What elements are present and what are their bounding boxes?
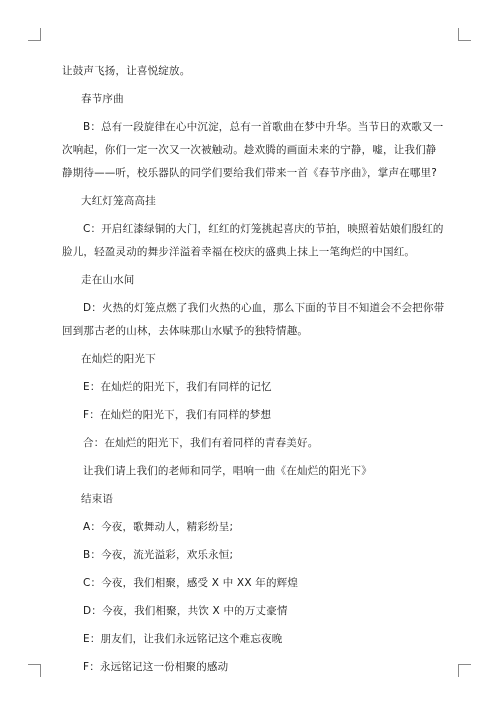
host-line-b-intro: B：总有一段旋律在心中沉淀，总有一首歌曲在梦中升华。当节日的欢歌又一次响起，你们一定一次又一次被触动。趁欢腾的画面未来的宁静，嘘，让我们静静期待——听，校乐器队的同学们要给我们带来一首《春节序曲》，掌声在哪里? [62, 121, 444, 179]
document-page [62, 60, 446, 684]
section-heading-spring-overture: 春节序曲 [81, 93, 124, 105]
host-line-together-sunshine: 合：在灿烂的阳光下，我们有着同样的青春美好。 [83, 437, 319, 449]
paragraph-opening-line: 让鼓声飞扬，让喜悦绽放。 [62, 65, 191, 77]
closing-line-f: F：永远铭记这一份相聚的感动 [83, 661, 229, 673]
section-heading-bright-sunshine: 在灿烂的阳光下 [81, 353, 156, 365]
section-heading-mountains-waters: 走在山水间 [81, 274, 135, 286]
closing-line-c: C：今夜，我们相聚，感受 X 中 XX 年的辉煌 [83, 577, 299, 589]
host-line-d-intro: D：火热的灯笼点燃了我们火热的心血，那么下面的节目不知道会不会把你带回到那古老的山林，去体味那山水赋予的独特情趣。 [62, 302, 445, 337]
section-heading-closing: 结束语 [81, 493, 114, 505]
crop-mark-top-right [458, 28, 471, 41]
host-line-c-intro: C：开启红漆绿铜的大门，红红的灯笼挑起喜庆的节拍，映照着姑娘们殷红的脸儿，轻盈灵动的舞步洋溢着幸福在校庆的盛典上抹上一笔绚烂的中国红。 [62, 223, 444, 258]
closing-line-b: B：今夜，流光溢彩，欢乐永恒; [83, 549, 234, 561]
closing-line-e: E：朋友们，让我们永远铭记这个难忘夜晚 [83, 633, 283, 645]
closing-line-a: A：今夜，歌舞动人，精彩纷呈; [83, 521, 234, 533]
host-line-f-sunshine: F：在灿烂的阳光下，我们有同样的梦想 [83, 409, 272, 421]
host-line-invite-song: 让我们请上我们的老师和同学，唱响一曲《在灿烂的阳光下》 [83, 465, 372, 477]
closing-line-d: D：今夜，我们相聚，共饮 X 中的万丈豪情 [83, 605, 288, 617]
crop-mark-bottom-left [28, 664, 41, 677]
crop-mark-bottom-right [458, 664, 471, 677]
host-line-e-sunshine: E：在灿烂的阳光下，我们有同样的记忆 [83, 381, 272, 393]
section-heading-red-lanterns: 大红灯笼高高挂 [81, 195, 156, 207]
crop-mark-top-left [28, 28, 41, 41]
